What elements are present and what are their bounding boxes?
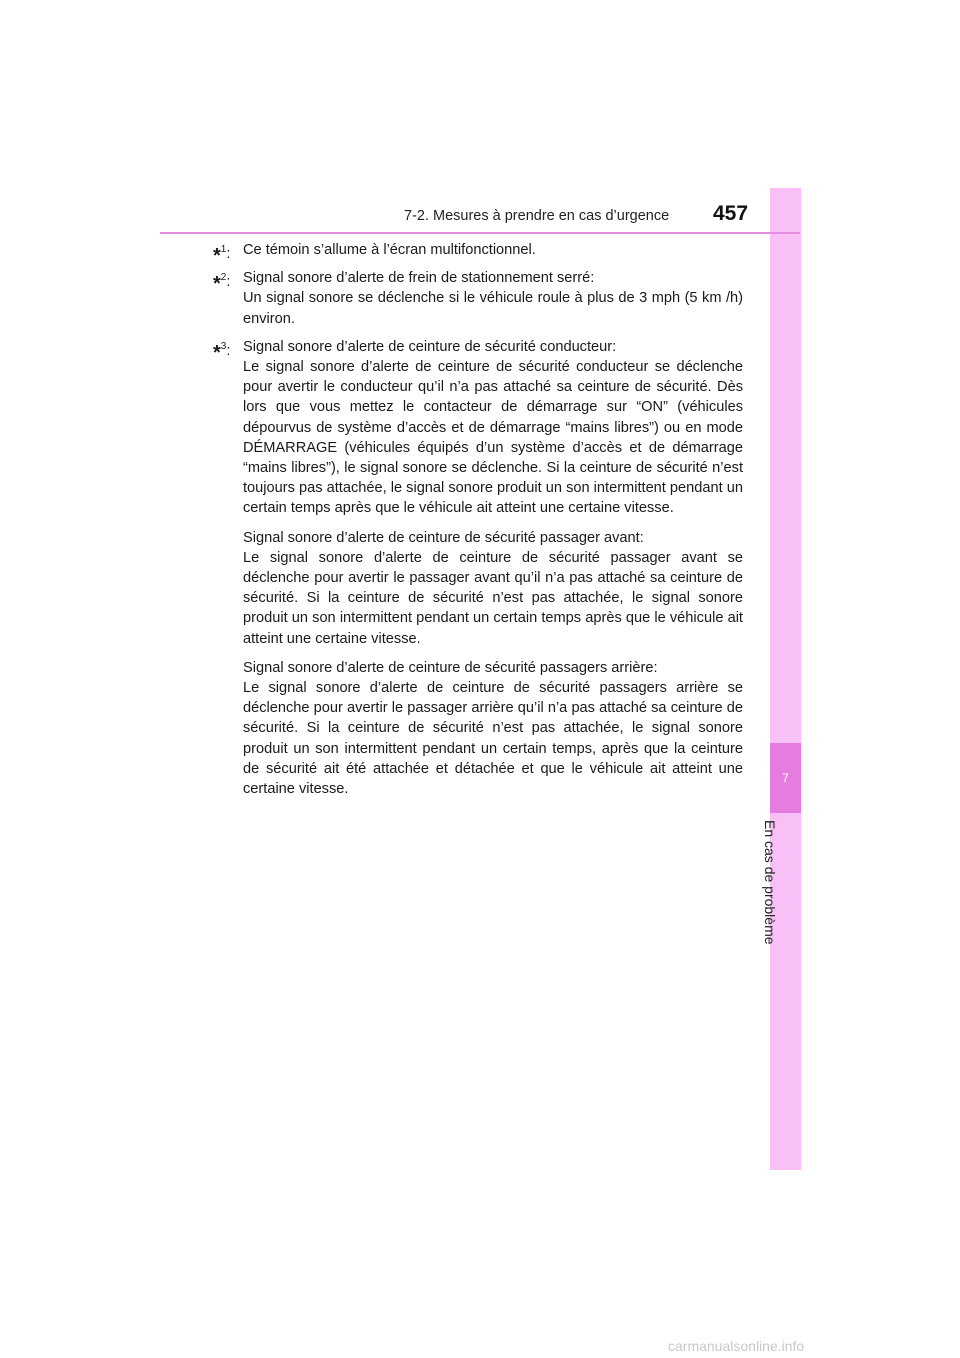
chapter-number-box (770, 743, 801, 813)
rear-passenger-seatbelt-paragraph (243, 658, 743, 799)
chapter-side-tab (770, 188, 801, 1170)
chapter-number: 7 (782, 771, 789, 785)
footnote-marker: *$^3$: (213, 340, 231, 364)
paragraph-heading: Signal sonore d’alerte de ceinture de sécurité passagers arrière: (243, 659, 658, 676)
watermark: carmanualsonline.info (668, 1338, 805, 1354)
footnote-text: Ce témoin s’allume à l’écran multifonctionnel. (243, 242, 536, 258)
page-number: 457 (713, 202, 749, 225)
paragraph-heading: Signal sonore d’alerte de ceinture de sécurité passager avant: (243, 529, 644, 546)
footnote-marker: *$^2$: (213, 272, 231, 296)
section-title: 7-2. Mesures à prendre en cas d’urgence (404, 208, 670, 224)
paragraph-heading: Signal sonore d’alerte de ceinture de sécurité conducteur: (243, 338, 617, 355)
paragraph-body: Le signal sonore d’alerte de ceinture de sécurité conducteur se déclenche pour avertir le conducteur qu’il n’a pas attaché sa ceinture de sécurité. Dès lors que vous mettez le contacteur de démarrage sur “ON” (véhicules dépourvus de système d’accès et de démarrage “mains libres”) ou en mode DÉMARRAGE (véhicules équipés d’un système d’accès et de démarrage “mains libres”), le signal sonore se déclenche. Si la ceinture de sécurité n’est toujours pas attachée, le signal sonore produit un son intermittent pendant un certain temps après que le véhicule ait atteint une certaine vitesse. (243, 359, 743, 517)
footnote-2 (213, 268, 743, 329)
footnote-marker: *$^1$: (213, 244, 231, 267)
paragraph-body: Le signal sonore d’alerte de ceinture de sécurité passager avant se déclenche pour avertir le passager avant qu’il n’a pas attaché sa ceinture de sécurité. Si la ceinture de sécurité n’est pas attachée, le signal sonore produit un son intermittent pendant un certain temps après que le véhicule ait atteint une certaine vitesse. (243, 549, 743, 647)
footnote-heading: Signal sonore d’alerte de frein de stationnement serré: (243, 270, 595, 287)
footnote-1 (213, 240, 743, 267)
paragraph-body: Le signal sonore d’alerte de ceinture de sécurité passagers arrière se déclenche pour avertir le passager arrière qu’il n’a pas attaché sa ceinture de sécurité. Si la ceinture de sécurité n’est pas attachée, le signal sonore produit un son intermittent pendant un certain temps, après que la ceinture de sécurité ait été attachée et détachée et que le véhicule ait atteint une certaine vitesse. (243, 680, 743, 798)
footnote-body: Un signal sonore se déclenche si le véhicule roule à plus de 3 mph (5 km /h) environ. (243, 290, 743, 327)
driver-seatbelt-paragraph (243, 337, 743, 519)
page-content (213, 240, 743, 807)
chapter-title: En cas de problème (761, 820, 778, 945)
front-passenger-seatbelt-paragraph (243, 528, 743, 649)
header-rule (160, 232, 800, 234)
chapter-title-container (761, 820, 801, 970)
footnote-3 (213, 337, 743, 799)
